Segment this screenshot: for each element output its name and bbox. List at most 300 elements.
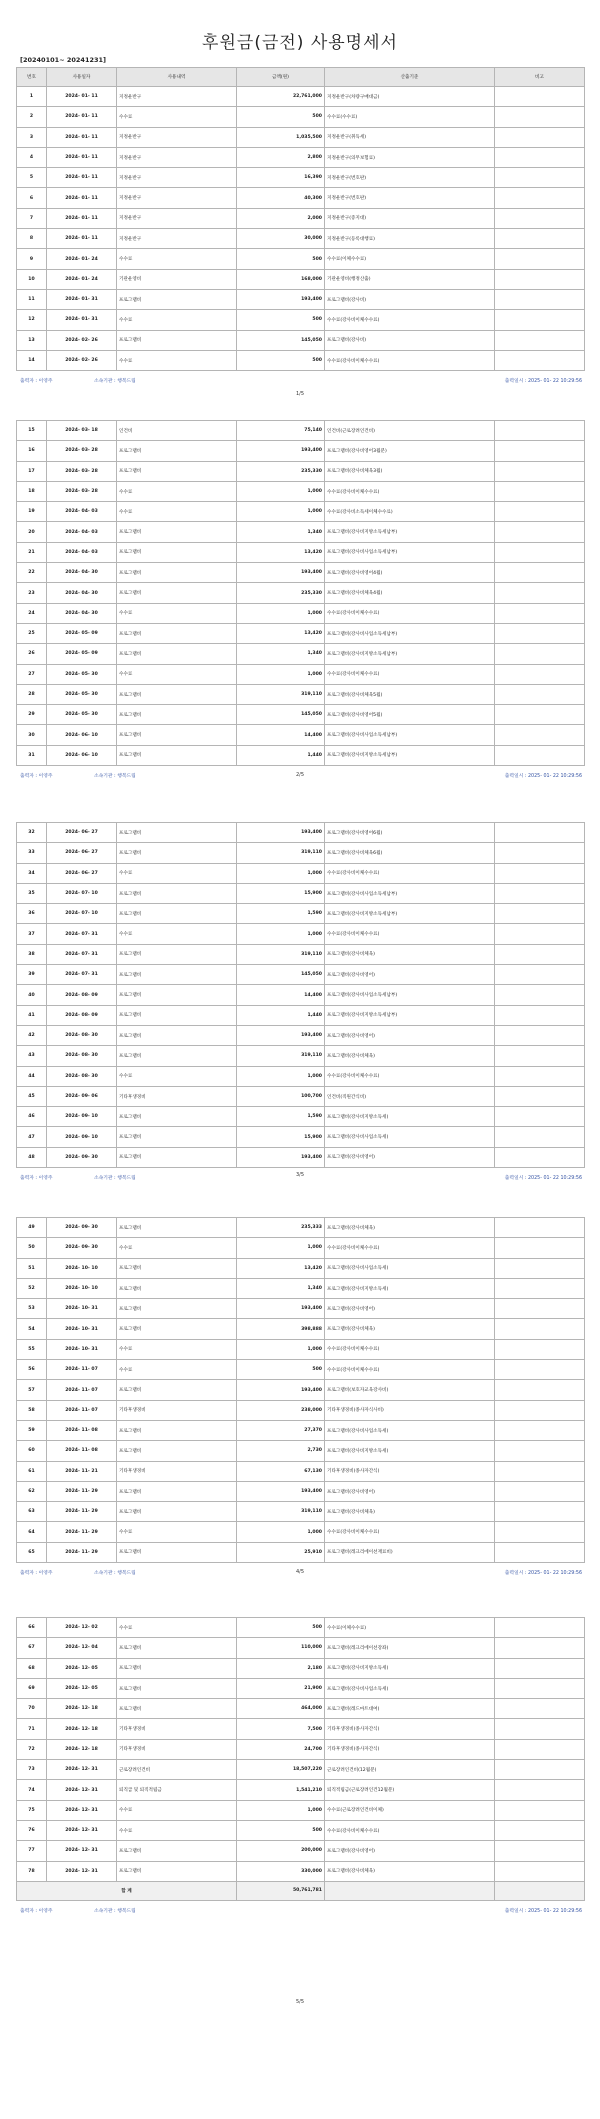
cell-no: 20 <box>17 522 47 542</box>
cell-note <box>495 1699 585 1719</box>
table-row <box>17 1319 585 1339</box>
cell-date: 2024- 09- 30 <box>47 1218 117 1238</box>
cell-no: 78 <box>17 1861 47 1881</box>
cell-no: 30 <box>17 725 47 745</box>
cell-item: 프로그램비 <box>117 823 237 843</box>
cell-amount: 500 <box>237 350 325 370</box>
cell-date: 2024- 02- 26 <box>47 350 117 370</box>
table-row <box>17 147 585 167</box>
cell-item: 수수료 <box>117 1800 237 1820</box>
table-row <box>17 684 585 704</box>
cell-amount: 168,000 <box>237 269 325 289</box>
cell-item: 기타후생경비 <box>117 1086 237 1106</box>
table-row <box>17 623 585 643</box>
table-row <box>17 421 585 441</box>
cell-item: 프로그램비 <box>117 1147 237 1167</box>
cell-amount: 319,110 <box>237 1502 325 1522</box>
cell-date: 2024- 03- 28 <box>47 441 117 461</box>
cell-note <box>495 1441 585 1461</box>
cell-no: 68 <box>17 1658 47 1678</box>
page-footer <box>16 1901 584 1915</box>
cell-item: 프로그램비 <box>117 985 237 1005</box>
cell-note <box>495 310 585 330</box>
cell-amount: 238,000 <box>237 1400 325 1420</box>
cell-no: 35 <box>17 883 47 903</box>
cell-basis: 지정운반구(취득세) <box>325 127 495 147</box>
cell-amount: 319,110 <box>237 684 325 704</box>
cell-basis: 인건비(직원간식비) <box>325 1086 495 1106</box>
cell-basis: 프로그램비(레드마트대여) <box>325 1699 495 1719</box>
cell-item: 프로그램비 <box>117 1127 237 1147</box>
cell-basis: 프로그램비(강사비영어5월) <box>325 705 495 725</box>
total-row <box>17 1881 585 1900</box>
cell-basis: 프로그램비(강사비체육) <box>325 1502 495 1522</box>
table-row <box>17 1658 585 1678</box>
cell-note <box>495 461 585 481</box>
cell-basis: 프로그램비(강사비사업소득세납부) <box>325 542 495 562</box>
cell-amount: 13,420 <box>237 623 325 643</box>
cell-basis: 수수료(근로장려인건비이체) <box>325 1800 495 1820</box>
cell-basis: 수수료(강사비이체수수료) <box>325 924 495 944</box>
cell-basis: 수수료(강사비이체수수료) <box>325 863 495 883</box>
cell-amount: 25,910 <box>237 1542 325 1562</box>
cell-item: 수수료 <box>117 310 237 330</box>
cell-no: 47 <box>17 1127 47 1147</box>
cell-amount: 330,000 <box>237 1861 325 1881</box>
cell-date: 2024- 10- 31 <box>47 1339 117 1359</box>
cell-note <box>495 1339 585 1359</box>
cell-item: 지정운반구 <box>117 229 237 249</box>
cell-no: 43 <box>17 1046 47 1066</box>
table-row <box>17 1147 585 1167</box>
cell-basis: 프로그램비(강사비체육6월) <box>325 843 495 863</box>
cell-amount: 193,400 <box>237 441 325 461</box>
table-row <box>17 1699 585 1719</box>
usage-table <box>16 1217 585 1563</box>
cell-amount: 1,340 <box>237 522 325 542</box>
table-row <box>17 1380 585 1400</box>
cell-date: 2024- 11- 29 <box>47 1542 117 1562</box>
cell-basis: 프로그램비(강사비지방소득세납부) <box>325 1005 495 1025</box>
cell-basis: 프로그램비(강사비체육) <box>325 944 495 964</box>
cell-date: 2024- 12- 31 <box>47 1780 117 1800</box>
cell-no: 2 <box>17 107 47 127</box>
header-date: 사용일자 <box>47 68 117 87</box>
cell-note <box>495 421 585 441</box>
cell-amount: 1,000 <box>237 664 325 684</box>
cell-note <box>495 985 585 1005</box>
cell-basis: 수수료(강사비이체수수료) <box>325 310 495 330</box>
cell-date: 2024- 11- 08 <box>47 1441 117 1461</box>
cell-date: 2024- 05- 30 <box>47 664 117 684</box>
cell-date: 2024- 08- 09 <box>47 985 117 1005</box>
table-row <box>17 924 585 944</box>
cell-item: 프로그램비 <box>117 1658 237 1678</box>
cell-item: 수수료 <box>117 603 237 623</box>
table-row <box>17 269 585 289</box>
cell-no: 65 <box>17 1542 47 1562</box>
cell-item: 프로그램비 <box>117 745 237 765</box>
cell-basis: 프로그램비(강사비지방소득세납부) <box>325 644 495 664</box>
footer-author: 출력자 : 이영주 <box>20 1908 53 1914</box>
cell-basis: 프로그램비(강사비지방소득세납부) <box>325 522 495 542</box>
cell-date: 2024- 08- 30 <box>47 1066 117 1086</box>
cell-date: 2024- 08- 30 <box>47 1025 117 1045</box>
cell-no: 63 <box>17 1502 47 1522</box>
table-row <box>17 1278 585 1298</box>
cell-date: 2024- 08- 30 <box>47 1046 117 1066</box>
cell-date: 2024- 12- 31 <box>47 1841 117 1861</box>
cell-amount: 100,700 <box>237 1086 325 1106</box>
cell-no: 26 <box>17 644 47 664</box>
cell-basis: 프로그램비(강사비지방소득세) <box>325 1278 495 1298</box>
cell-basis: 프로그램비(강사비영어) <box>325 1481 495 1501</box>
cell-amount: 2,730 <box>237 1441 325 1461</box>
cell-note <box>495 1719 585 1739</box>
cell-amount: 193,400 <box>237 563 325 583</box>
table-row <box>17 330 585 350</box>
table-row <box>17 944 585 964</box>
cell-basis: 프로그램비(강사비체육) <box>325 1046 495 1066</box>
page-number: 2/5 <box>295 772 305 778</box>
cell-no: 25 <box>17 623 47 643</box>
cell-no: 49 <box>17 1218 47 1238</box>
usage-table <box>16 1617 585 1901</box>
header-no: 번호 <box>17 68 47 87</box>
cell-item: 수수료 <box>117 350 237 370</box>
cell-item: 프로그램비 <box>117 1638 237 1658</box>
footer-author: 출력자 : 이영주 <box>20 774 53 780</box>
cell-note <box>495 350 585 370</box>
cell-note <box>495 1522 585 1542</box>
cell-note <box>495 1025 585 1045</box>
cell-item: 프로그램비 <box>117 1481 237 1501</box>
page-number: 1/5 <box>295 391 305 397</box>
table-row <box>17 1107 585 1127</box>
cell-no: 76 <box>17 1820 47 1840</box>
cell-item: 수수료 <box>117 502 237 522</box>
cell-note <box>495 1238 585 1258</box>
cell-no: 58 <box>17 1400 47 1420</box>
header-basis: 산출기준 <box>325 68 495 87</box>
cell-item: 수수료 <box>117 1820 237 1840</box>
cell-note <box>495 188 585 208</box>
cell-item: 지정운반구 <box>117 208 237 228</box>
cell-item: 수수료 <box>117 863 237 883</box>
cell-basis: 수수료(이체수수료) <box>325 1618 495 1638</box>
cell-basis: 프로그램비(강사비체육3월) <box>325 461 495 481</box>
cell-note <box>495 1218 585 1238</box>
table-row <box>17 502 585 522</box>
cell-date: 2024- 11- 29 <box>47 1481 117 1501</box>
cell-item: 프로그램비 <box>117 522 237 542</box>
cell-no: 54 <box>17 1319 47 1339</box>
cell-no: 11 <box>17 289 47 309</box>
cell-item: 프로그램비 <box>117 883 237 903</box>
cell-no: 52 <box>17 1278 47 1298</box>
footer-author: 출력자 : 이영주 <box>20 379 53 385</box>
cell-amount: 27,370 <box>237 1420 325 1440</box>
cell-basis: 근로장려인건비(12월분) <box>325 1760 495 1780</box>
cell-item: 프로그램비 <box>117 623 237 643</box>
cell-item: 프로그램비 <box>117 843 237 863</box>
cell-date: 2024- 07- 10 <box>47 883 117 903</box>
table-row <box>17 563 585 583</box>
cell-date: 2024- 05- 09 <box>47 623 117 643</box>
footer-org: 소속기관 : 행복드림 <box>94 1571 136 1577</box>
cell-basis: 프로그램비(강사비체육4월) <box>325 583 495 603</box>
cell-date: 2024- 12- 31 <box>47 1760 117 1780</box>
cell-note <box>495 705 585 725</box>
cell-no: 53 <box>17 1299 47 1319</box>
table-row <box>17 1127 585 1147</box>
cell-no: 64 <box>17 1522 47 1542</box>
cell-date: 2024- 12- 31 <box>47 1820 117 1840</box>
cell-item: 인건비 <box>117 421 237 441</box>
cell-date: 2024- 01- 11 <box>47 208 117 228</box>
report-page <box>16 1617 584 1915</box>
cell-date: 2024- 03- 28 <box>47 481 117 501</box>
table-row <box>17 1441 585 1461</box>
cell-basis: 프로그램비(강사비사업소득세) <box>325 1678 495 1698</box>
cell-no: 29 <box>17 705 47 725</box>
table-row <box>17 441 585 461</box>
cell-item: 수수료 <box>117 481 237 501</box>
cell-basis: 프로그램비(강사비영어4월) <box>325 563 495 583</box>
cell-note <box>495 1780 585 1800</box>
cell-no: 9 <box>17 249 47 269</box>
cell-item: 프로그램비 <box>117 1299 237 1319</box>
cell-no: 36 <box>17 904 47 924</box>
table-row <box>17 823 585 843</box>
usage-table <box>16 67 585 371</box>
cell-basis: 프로그램비(강사비영어) <box>325 1299 495 1319</box>
cell-note <box>495 603 585 623</box>
cell-amount: 235,330 <box>237 583 325 603</box>
cell-no: 44 <box>17 1066 47 1086</box>
cell-note <box>495 965 585 985</box>
cell-basis: 프로그램비(강사비영어) <box>325 1147 495 1167</box>
cell-note <box>495 1107 585 1127</box>
cell-basis: 프로그램비(강사비사업소득세납부) <box>325 985 495 1005</box>
table-row <box>17 1025 585 1045</box>
cell-amount: 1,440 <box>237 745 325 765</box>
cell-date: 2024- 11- 07 <box>47 1360 117 1380</box>
cell-note <box>495 127 585 147</box>
table-row <box>17 603 585 623</box>
cell-note <box>495 863 585 883</box>
table-row <box>17 1638 585 1658</box>
cell-item: 수수료 <box>117 1618 237 1638</box>
table-row <box>17 1360 585 1380</box>
table-row <box>17 1339 585 1359</box>
cell-note <box>495 441 585 461</box>
cell-amount: 1,590 <box>237 904 325 924</box>
cell-item: 프로그램비 <box>117 965 237 985</box>
cell-no: 67 <box>17 1638 47 1658</box>
table-row <box>17 1522 585 1542</box>
cell-date: 2024- 01- 11 <box>47 229 117 249</box>
cell-no: 15 <box>17 421 47 441</box>
cell-basis: 프로그램비(강사비사업소득세) <box>325 1258 495 1278</box>
cell-basis: 프로그램비(강사비지방소득세) <box>325 1441 495 1461</box>
cell-date: 2024- 04- 03 <box>47 522 117 542</box>
cell-item: 프로그램비 <box>117 705 237 725</box>
cell-no: 69 <box>17 1678 47 1698</box>
cell-amount: 1,000 <box>237 1522 325 1542</box>
cell-item: 프로그램비 <box>117 1258 237 1278</box>
cell-note <box>495 1461 585 1481</box>
cell-item: 지정운반구 <box>117 168 237 188</box>
cell-item: 프로그램비 <box>117 583 237 603</box>
cell-note <box>495 745 585 765</box>
cell-no: 50 <box>17 1238 47 1258</box>
period-label: [20240101~ 20241231] <box>20 56 107 64</box>
cell-no: 5 <box>17 168 47 188</box>
cell-date: 2024- 11- 21 <box>47 1461 117 1481</box>
page-number: 4/5 <box>295 1569 305 1575</box>
cell-basis: 수수료(수수료) <box>325 107 495 127</box>
table-row <box>17 522 585 542</box>
cell-date: 2024- 07- 31 <box>47 924 117 944</box>
table-row <box>17 1841 585 1861</box>
table-row <box>17 644 585 664</box>
cell-basis: 지정운반구(번호판) <box>325 188 495 208</box>
cell-amount: 2,800 <box>237 147 325 167</box>
footer-author: 출력자 : 이영주 <box>20 1571 53 1577</box>
report-page <box>16 67 584 385</box>
table-row <box>17 843 585 863</box>
cell-amount: 398,888 <box>237 1319 325 1339</box>
cell-date: 2024- 11- 08 <box>47 1420 117 1440</box>
cell-note <box>495 208 585 228</box>
cell-amount: 193,400 <box>237 289 325 309</box>
cell-date: 2024- 11- 29 <box>47 1522 117 1542</box>
cell-basis: 수수료(강사비이체수수료) <box>325 1238 495 1258</box>
cell-amount: 500 <box>237 1618 325 1638</box>
cell-amount: 15,900 <box>237 1127 325 1147</box>
cell-amount: 1,590 <box>237 1107 325 1127</box>
cell-note <box>495 1046 585 1066</box>
cell-amount: 193,400 <box>237 1147 325 1167</box>
cell-note <box>495 1658 585 1678</box>
cell-no: 45 <box>17 1086 47 1106</box>
cell-no: 16 <box>17 441 47 461</box>
cell-amount: 319,110 <box>237 944 325 964</box>
cell-item: 프로그램비 <box>117 289 237 309</box>
cell-date: 2024- 04- 30 <box>47 583 117 603</box>
cell-no: 4 <box>17 147 47 167</box>
cell-amount: 22,761,000 <box>237 87 325 107</box>
cell-note <box>495 1678 585 1698</box>
cell-date: 2024- 07- 31 <box>47 965 117 985</box>
cell-item: 프로그램비 <box>117 563 237 583</box>
cell-no: 61 <box>17 1461 47 1481</box>
cell-note <box>495 1800 585 1820</box>
footer-org: 소속기관 : 행복드림 <box>94 1908 136 1914</box>
cell-amount: 7,500 <box>237 1719 325 1739</box>
cell-basis: 프로그램비(강사비) <box>325 330 495 350</box>
cell-no: 8 <box>17 229 47 249</box>
cell-no: 23 <box>17 583 47 603</box>
cell-date: 2024- 01- 24 <box>47 249 117 269</box>
cell-amount: 30,000 <box>237 229 325 249</box>
cell-item: 지정운반구 <box>117 87 237 107</box>
cell-amount: 193,400 <box>237 823 325 843</box>
cell-no: 56 <box>17 1360 47 1380</box>
cell-basis: 기타후생경비(종사자간식) <box>325 1739 495 1759</box>
table-row <box>17 1542 585 1562</box>
cell-amount: 67,130 <box>237 1461 325 1481</box>
table-row <box>17 664 585 684</box>
cell-basis: 지정운반구(등록대행료) <box>325 229 495 249</box>
cell-basis: 프로그램비(강사비사업소득세납부) <box>325 623 495 643</box>
cell-basis <box>325 1881 495 1900</box>
cell-no: 48 <box>17 1147 47 1167</box>
table-row <box>17 1678 585 1698</box>
cell-item: 프로그램비 <box>117 330 237 350</box>
cell-basis: 프로그램비(강사비사업소득세) <box>325 1420 495 1440</box>
cell-basis: 프로그램비(강사비영어) <box>325 1841 495 1861</box>
cell-amount: 200,000 <box>237 1841 325 1861</box>
cell-note <box>495 1481 585 1501</box>
cell-date: 2024- 09- 06 <box>47 1086 117 1106</box>
cell-item: 프로그램비 <box>117 461 237 481</box>
cell-no: 70 <box>17 1699 47 1719</box>
cell-amount: 500 <box>237 1360 325 1380</box>
table-row <box>17 1258 585 1278</box>
cell-amount: 24,700 <box>237 1739 325 1759</box>
cell-date: 2024- 05- 30 <box>47 705 117 725</box>
cell-basis: 지정운반구(증지대) <box>325 208 495 228</box>
cell-basis: 프로그램비(강사비지방소득세납부) <box>325 904 495 924</box>
cell-note <box>495 664 585 684</box>
cell-note <box>495 502 585 522</box>
cell-amount: 464,000 <box>237 1699 325 1719</box>
cell-item: 프로그램비 <box>117 644 237 664</box>
cell-basis: 프로그램비(강사비영어) <box>325 1025 495 1045</box>
cell-item: 프로그램비 <box>117 1441 237 1461</box>
cell-amount: 14,400 <box>237 725 325 745</box>
cell-note <box>495 1360 585 1380</box>
cell-note <box>495 330 585 350</box>
table-row <box>17 1066 585 1086</box>
cell-amount: 500 <box>237 1820 325 1840</box>
cell-basis: 프로그램비(레크리에이션강좌) <box>325 1638 495 1658</box>
table-row <box>17 188 585 208</box>
footer-printed: 출력일시 : 2025- 01- 22 10:29:56 <box>504 1908 582 1914</box>
table-row <box>17 350 585 370</box>
cell-date: 2024- 09- 30 <box>47 1147 117 1167</box>
cell-note <box>495 1066 585 1086</box>
total-label: 합 계 <box>17 1881 237 1900</box>
table-row <box>17 249 585 269</box>
cell-basis: 프로그램비(강사비지방소득세) <box>325 1658 495 1678</box>
cell-date: 2024- 10- 10 <box>47 1278 117 1298</box>
cell-item: 기타후생경비 <box>117 1400 237 1420</box>
cell-item: 프로그램비 <box>117 1699 237 1719</box>
cell-basis: 수수료(강사비이체수수료) <box>325 1522 495 1542</box>
cell-basis: 수수료(강사비이체수수료) <box>325 350 495 370</box>
cell-basis: 기관운영비(행정산출) <box>325 269 495 289</box>
footer-printed: 출력일시 : 2025- 01- 22 10:29:56 <box>504 774 582 780</box>
cell-note <box>495 883 585 903</box>
cell-item: 프로그램비 <box>117 1107 237 1127</box>
table-row <box>17 745 585 765</box>
cell-item: 프로그램비 <box>117 1502 237 1522</box>
table-row <box>17 725 585 745</box>
table-row <box>17 481 585 501</box>
